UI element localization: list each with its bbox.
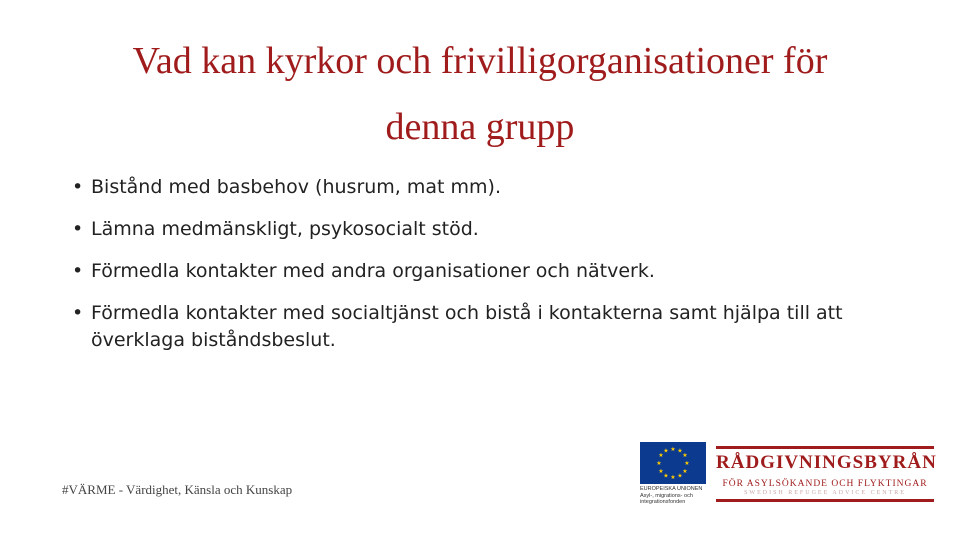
svg-text:★: ★ xyxy=(670,446,676,453)
bullet-marker: • xyxy=(72,302,84,324)
bullet-item xyxy=(72,300,862,354)
bullet-text: Förmedla kontakter med socialtjänst och bistå i kontakterna samt hjälpa till att överklaga biståndsbeslut. xyxy=(91,302,843,351)
bullet-item xyxy=(72,258,862,285)
eu-caption xyxy=(640,486,714,506)
eu-logo xyxy=(638,440,714,506)
bullet-text: Bistånd med basbehov (husrum, mat mm). xyxy=(91,176,501,198)
slide-title xyxy=(60,28,900,160)
eu-caption-line: EUROPEISKA UNIONEN xyxy=(640,486,703,492)
logo-name: RÅDGIVNINGSBYRÅN xyxy=(716,452,937,473)
svg-text:★: ★ xyxy=(677,447,683,455)
logo-subtitle: FÖR ASYLSÖKANDE OCH FLYKTINGAR xyxy=(722,479,928,489)
radgivningsbyran-logo xyxy=(716,446,937,502)
bullet-text: Förmedla kontakter med andra organisationer och nätverk. xyxy=(91,260,655,282)
svg-text:★: ★ xyxy=(682,452,688,459)
logo-top-rule xyxy=(716,446,934,449)
svg-text:★: ★ xyxy=(670,474,676,481)
footer-text: #VÄRME - Värdighet, Känsla och Kunskap xyxy=(62,482,293,497)
bullet-marker: • xyxy=(72,176,84,198)
logo-english-name: SWEDISH REFUGEE ADVICE CENTRE xyxy=(744,490,906,496)
bullet-marker: • xyxy=(72,260,84,282)
svg-text:★: ★ xyxy=(658,468,664,475)
svg-text:★: ★ xyxy=(684,460,690,467)
eu-flag-icon xyxy=(640,442,706,484)
eu-caption-line: integrationsfonden xyxy=(640,499,686,505)
svg-text:★: ★ xyxy=(658,452,664,459)
svg-text:★: ★ xyxy=(677,472,683,480)
title-line-2: denna grupp xyxy=(385,106,575,148)
bullet-text: Lämna medmänskligt, psykosocialt stöd. xyxy=(91,218,479,240)
bullet-item xyxy=(72,216,862,243)
title-line-1: Vad kan kyrkor och frivilligorganisationer för xyxy=(132,40,828,82)
eu-stars-icon xyxy=(640,442,706,484)
eu-caption-line: Asyl-, migrations- och xyxy=(640,492,693,499)
logo-bottom-rule xyxy=(716,499,934,502)
bullet-marker: • xyxy=(72,218,84,240)
svg-text:★: ★ xyxy=(663,447,669,455)
bullet-list xyxy=(72,174,862,369)
svg-text:★: ★ xyxy=(656,460,662,467)
svg-text:★: ★ xyxy=(663,472,669,480)
svg-text:★: ★ xyxy=(682,468,688,475)
bullet-item xyxy=(72,174,862,201)
